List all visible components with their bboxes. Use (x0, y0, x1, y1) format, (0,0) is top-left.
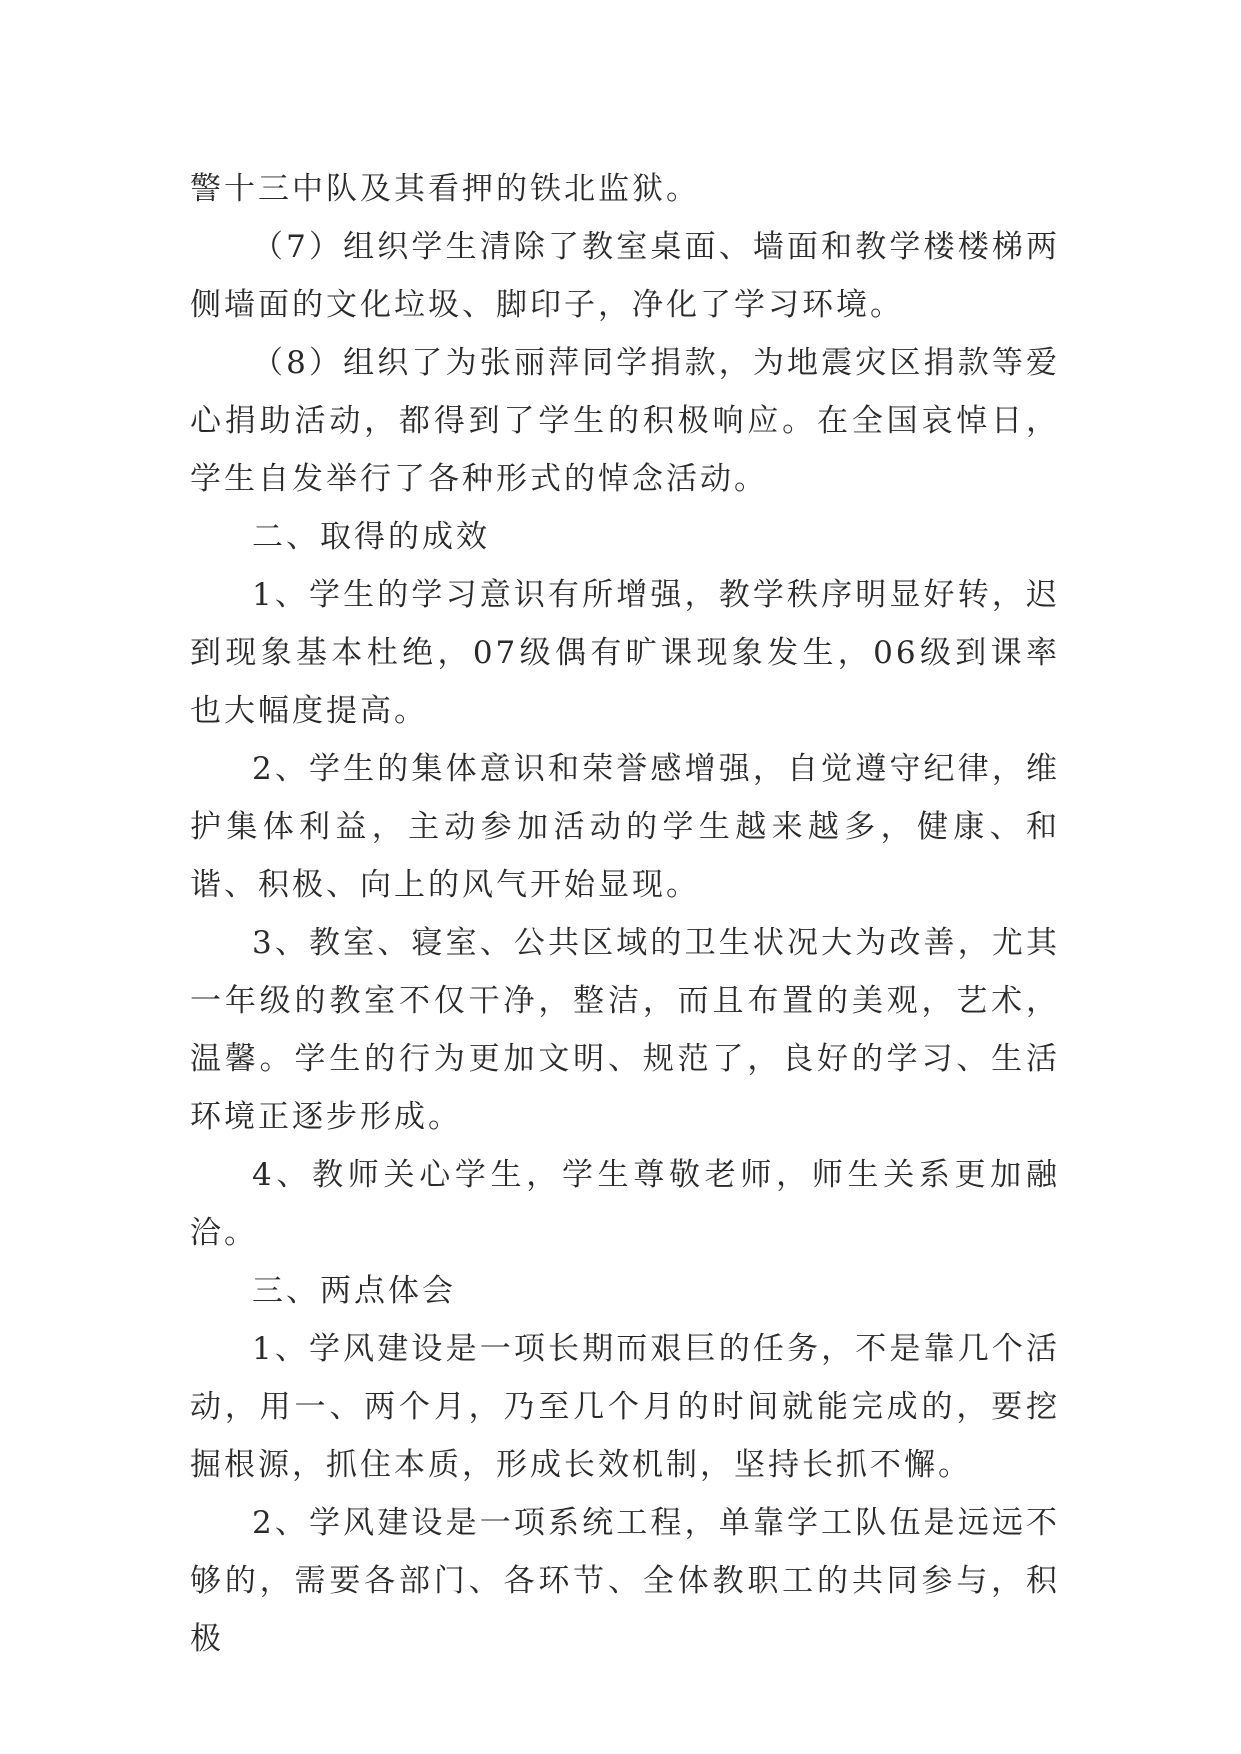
document-body (190, 160, 1060, 1668)
paragraph-result-3: 3、教室、寝室、公共区域的卫生状况大为改善，尤其一年级的教室不仅干净，整洁，而且布置的美观，艺术，温馨。学生的行为更加文明、规范了，良好的学习、生活环境正逐步形成。 (190, 925, 1060, 1135)
section-heading-insights: 三、两点体会 (252, 1273, 456, 1309)
paragraph-continuation: 警十三中队及其看押的铁北监狱。 (190, 171, 700, 207)
paragraph-item-8: （8）组织了为张丽萍同学捐款，为地震灾区捐款等爱心捐助活动，都得到了学生的积极响应。在全国哀悼日，学生自发举行了各种形式的悼念活动。 (190, 345, 1060, 497)
paragraph-item-7: （7）组织学生清除了教室桌面、墙面和教学楼楼梯两侧墙面的文化垃圾、脚印子，净化了学习环境。 (190, 229, 1060, 323)
paragraph-result-4: 4、教师关心学生，学生尊敬老师，师生关系更加融洽。 (190, 1157, 1060, 1251)
paragraph-result-2: 2、学生的集体意识和荣誉感增强，自觉遵守纪律，维护集体利益，主动参加活动的学生越来越多，健康、和谐、积极、向上的风气开始显现。 (190, 751, 1060, 903)
section-heading-results: 二、取得的成效 (252, 519, 490, 555)
paragraph-result-1: 1、学生的学习意识有所增强，教学秩序明显好转，迟到现象基本杜绝，07级偶有旷课现象发生，06级到课率也大幅度提高。 (190, 577, 1060, 729)
paragraph-insight-1: 1、学风建设是一项长期而艰巨的任务，不是靠几个活动，用一、两个月，乃至几个月的时间就能完成的，要挖掘根源，抓住本质，形成长效机制，坚持长抓不懈。 (190, 1331, 1060, 1483)
paragraph-insight-2: 2、学风建设是一项系统工程，单靠学工队伍是远远不够的，需要各部门、各环节、全体教职工的共同参与，积极 (190, 1505, 1060, 1657)
